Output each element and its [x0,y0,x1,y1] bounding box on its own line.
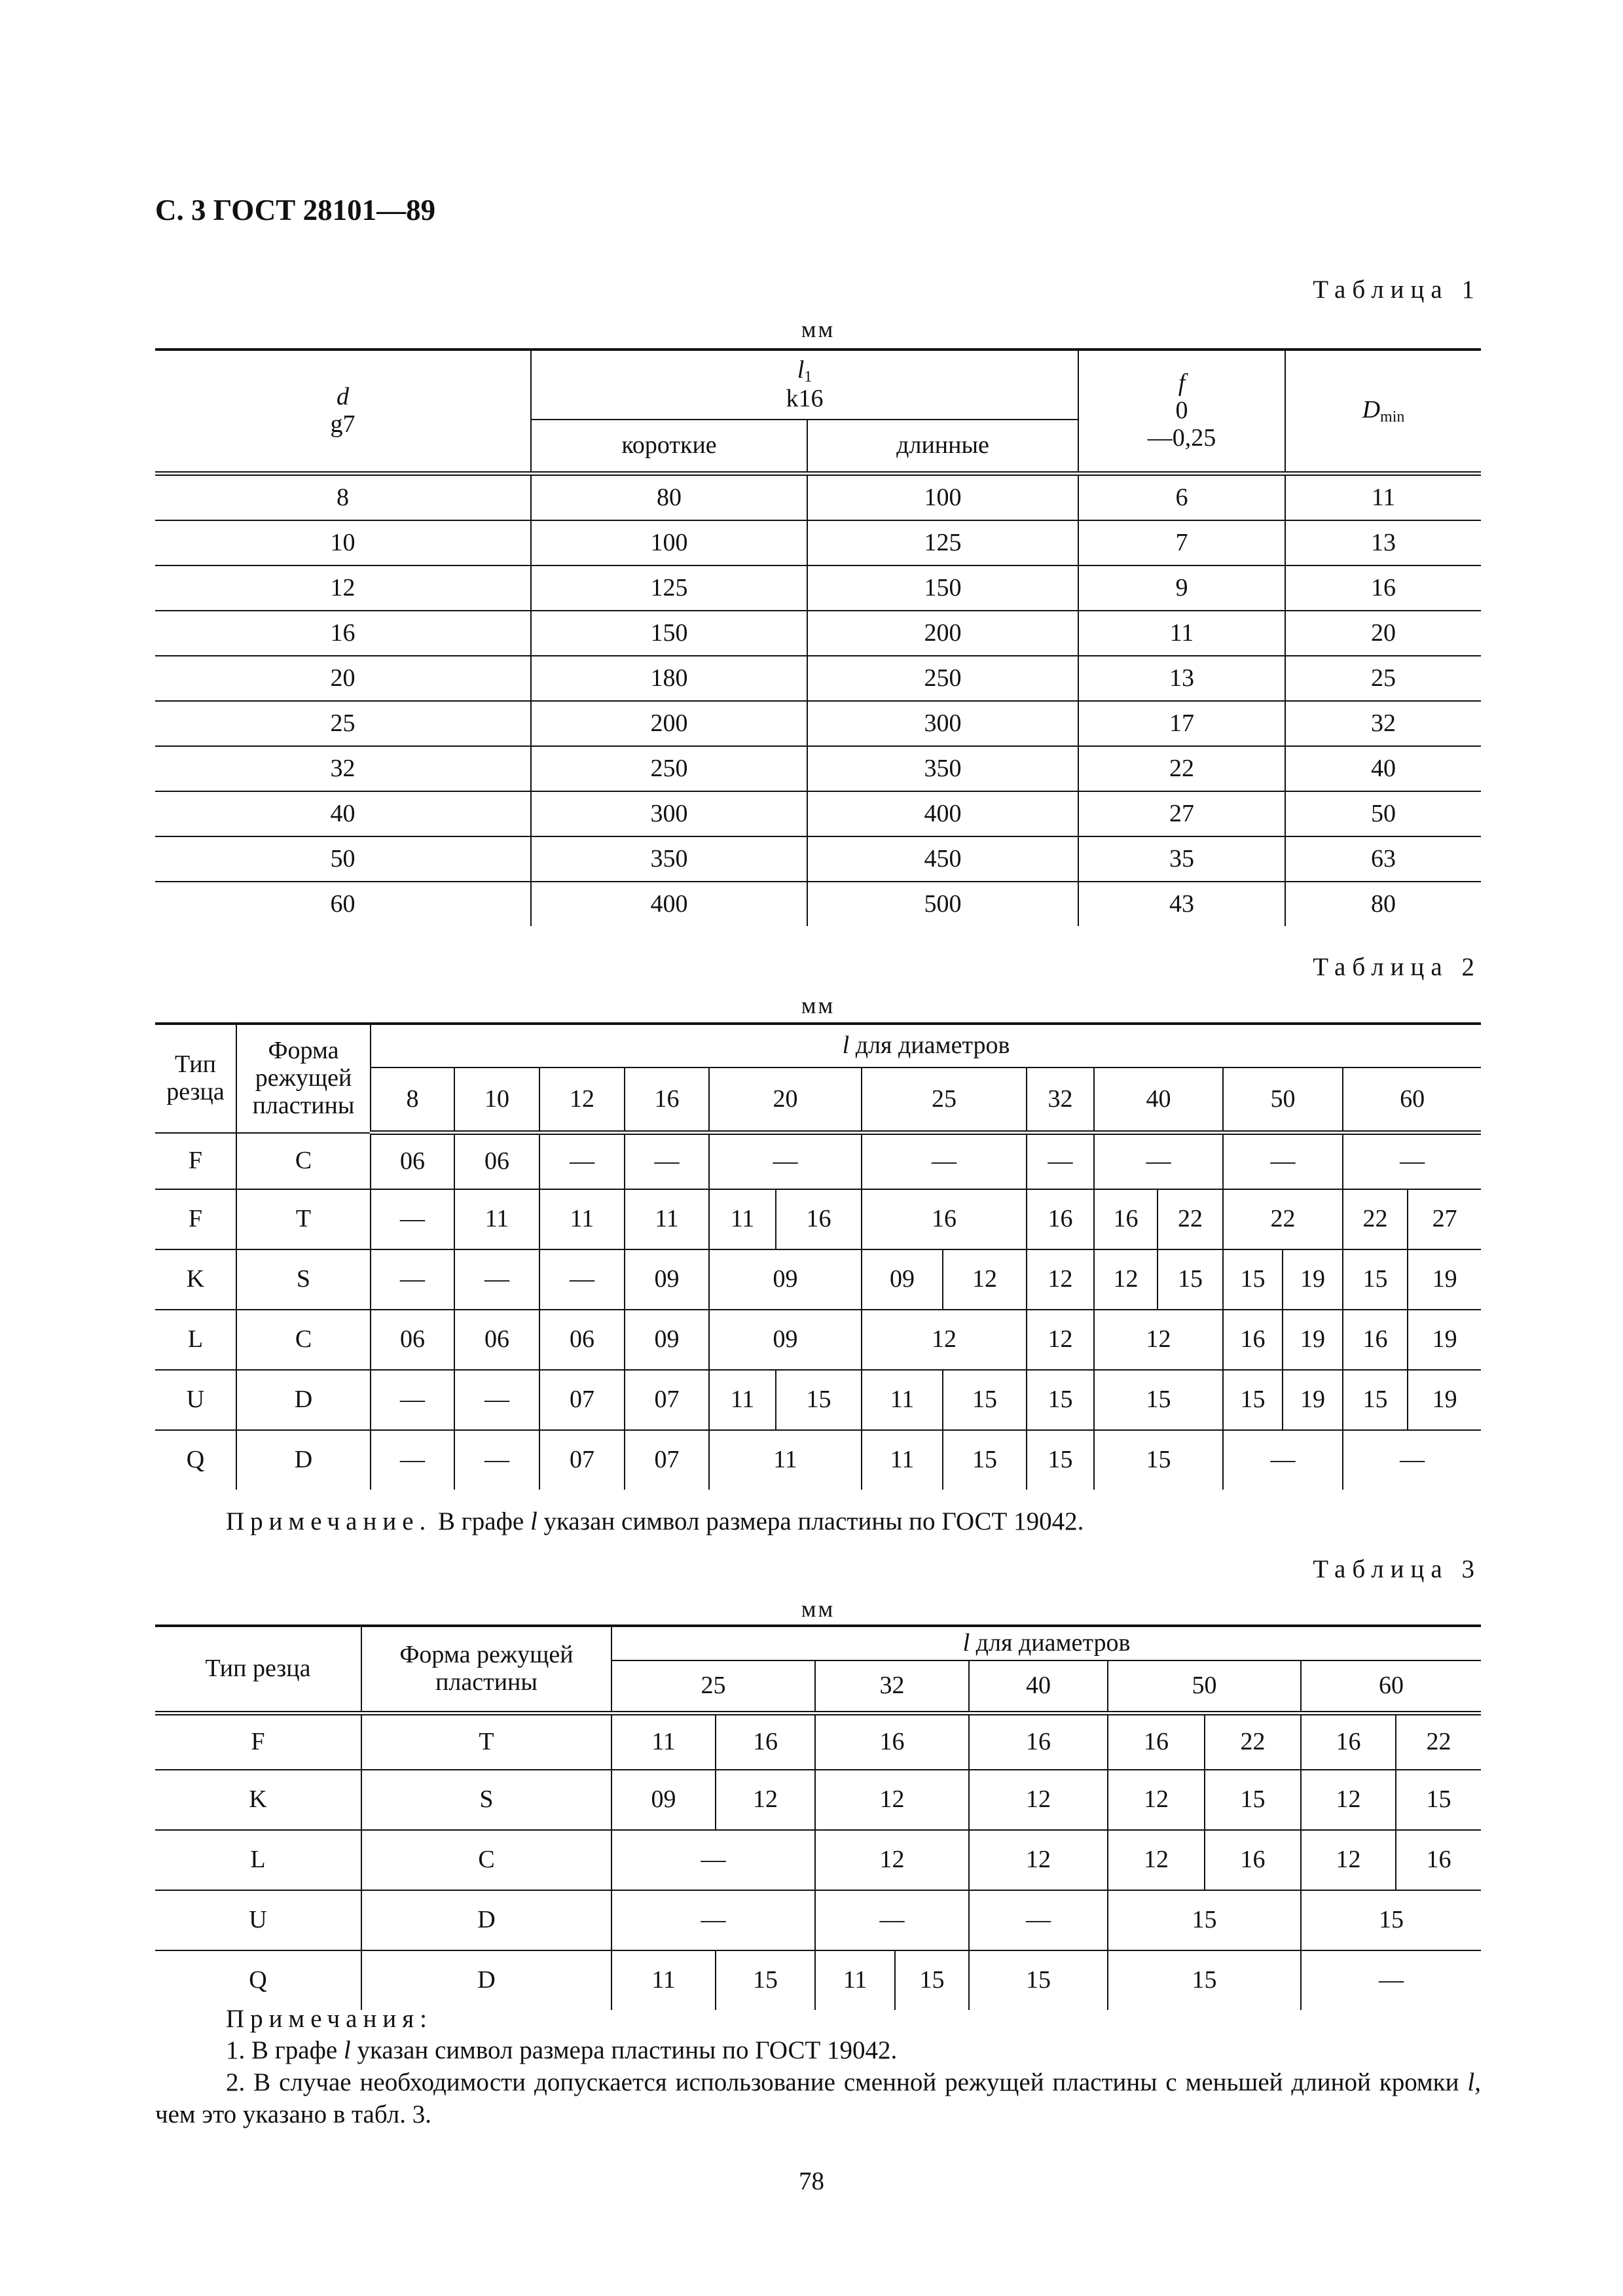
t2-head-forma: Форма режущей пластины [236,1024,371,1133]
t2-cell: 06 [454,1133,539,1189]
t2-cell: 19 [1408,1370,1481,1430]
t3-cell-tip: F [155,1713,361,1770]
table3-notes-head [155,2004,1481,2034]
t1-cell: 150 [531,611,807,656]
t1-cell: 350 [531,836,807,882]
t1-head-f [1078,350,1285,474]
t1-cell: 10 [155,520,531,565]
t1-cell: 40 [155,791,531,836]
t3-cell: 15 [1108,1890,1301,1950]
table-row [155,1249,1481,1310]
t1-cell: 250 [807,656,1078,701]
t2-diameter-header: 50 [1223,1067,1343,1133]
table-row [155,836,1481,882]
t2-l-symbol: l [842,1031,850,1060]
t2-cell: 12 [1094,1249,1158,1310]
t3-cell: — [611,1830,815,1890]
t3-l-symbol: l [962,1628,970,1657]
t2-cell: 06 [454,1310,539,1370]
t1-cell: 32 [155,746,531,791]
t1-cell: 13 [1285,520,1481,565]
t2-cell-forma: C [236,1133,371,1189]
t2-cell: 19 [1283,1310,1343,1370]
t3-cell: 12 [1108,1830,1205,1890]
t3-cell-forma: T [361,1713,611,1770]
t2-diameter-header: 20 [709,1067,862,1133]
t2-cell: — [371,1189,454,1249]
t3-n1-a: 1. В графе [226,2036,344,2064]
t3-head-forma: Форма режущей пластины [361,1626,611,1713]
t3-cell: 12 [815,1770,969,1830]
t2-cell: 15 [1223,1370,1283,1430]
t2-cell: 12 [943,1249,1027,1310]
t2-cell: — [862,1133,1027,1189]
t1-head-short: короткие [531,420,807,474]
t2-cell: — [1223,1133,1343,1189]
t3-cell: — [611,1890,815,1950]
t2-note-symbol: l [530,1507,538,1535]
t2-cell: — [625,1133,709,1189]
t3-n1-b: указан символ размера пластины по ГОСТ 19042. [350,2036,898,2064]
t3-cell-forma: C [361,1830,611,1890]
t2-cell: 15 [1094,1370,1223,1430]
t2-cell: 12 [1027,1249,1094,1310]
t2-cell: 12 [1027,1310,1094,1370]
t3-cell: — [969,1890,1108,1950]
t3-cell: 12 [1301,1770,1396,1830]
t3-cell: 15 [969,1950,1108,2010]
t1-dmin-sub: min [1380,408,1405,425]
t1-cell: 27 [1078,791,1285,836]
t1-cell: 8 [155,474,531,521]
t2-cell: 09 [625,1249,709,1310]
t1-cell: 50 [1285,791,1481,836]
t3-cell: 22 [1205,1713,1301,1770]
t2-cell: 16 [1094,1189,1158,1249]
t1-cell: 200 [531,701,807,746]
t2-cell-forma: T [236,1189,371,1249]
t3-cell: 11 [815,1950,895,2010]
t3-head-tip: Тип резца [155,1626,361,1713]
t2-cell: 12 [862,1310,1027,1370]
t3-notes-heading: Примечания: [226,2005,433,2033]
t3-cell: 12 [969,1830,1108,1890]
t2-diameter-header: 10 [454,1067,539,1133]
t2-diameter-header: 25 [862,1067,1027,1133]
t1-l1-sub: 1 [804,368,812,386]
t2-cell: 12 [1094,1310,1223,1370]
table1-unit: мм [801,316,835,342]
t3-cell: 12 [815,1830,969,1890]
table-row [155,1310,1481,1370]
t2-diameter-header: 32 [1027,1067,1094,1133]
t2-cell: 15 [1027,1430,1094,1490]
t1-cell: 125 [531,565,807,611]
t2-diameter-header: 60 [1343,1067,1481,1133]
table-row [155,611,1481,656]
t2-note-a: В графе [431,1507,530,1535]
t1-head-d [155,350,531,474]
t2-note-b: указан символ размера пластины по ГОСТ 19042. [537,1507,1084,1535]
t3-cell: 16 [1205,1830,1301,1890]
t3-cell: 11 [611,1713,716,1770]
t1-cell: 300 [531,791,807,836]
t1-cell: 500 [807,882,1078,926]
t3-n2-b: , чем это указано в табл. 3. [155,2068,1481,2128]
t2-cell-tip: Q [186,1445,205,1473]
page-number: 78 [799,2167,824,2195]
t2-cell: — [371,1370,454,1430]
t3-cell-forma: S [361,1770,611,1830]
t2-l-text: для диаметров [849,1031,1010,1060]
t1-cell: 250 [531,746,807,791]
t2-cell: 19 [1408,1249,1481,1310]
t1-cell: 400 [807,791,1078,836]
t3-cell: 16 [1396,1830,1481,1890]
t1-f-lower: —0,25 [1147,423,1216,452]
t1-cell: 12 [155,565,531,611]
t2-cell: — [454,1370,539,1430]
t2-cell: — [1343,1133,1481,1189]
t3-cell: 16 [969,1713,1108,1770]
t3-diameter-header: 60 [1301,1660,1481,1713]
t1-cell: 25 [155,701,531,746]
t3-cell: 12 [716,1770,815,1830]
t3-cell: — [815,1890,969,1950]
t1-head-dmin [1285,350,1481,474]
t2-cell: 22 [1223,1189,1343,1249]
t2-cell: — [539,1133,625,1189]
t2-cell: 19 [1283,1370,1343,1430]
table-row [155,474,1481,521]
t3-cell: 15 [716,1950,815,2010]
t2-cell: 07 [625,1370,709,1430]
t3-cell: 15 [1396,1770,1481,1830]
table2-note [155,1507,1481,1536]
t3-cell: 16 [716,1713,815,1770]
t1-d-symbol: d [337,383,349,411]
t2-cell-tip: F [155,1133,236,1189]
t1-cell: 80 [1285,882,1481,926]
t1-cell: 63 [1285,836,1481,882]
t3-cell: 11 [611,1950,716,2010]
t2-cell: 06 [539,1310,625,1370]
t2-cell: 16 [1223,1310,1283,1370]
t2-cell: 11 [709,1430,862,1490]
t2-cell: 15 [1027,1370,1094,1430]
t1-f-symbol: f [1178,369,1186,397]
t2-diameter-header: 16 [625,1067,709,1133]
t3-diameter-header: 25 [611,1660,815,1713]
table-row [155,1830,1481,1890]
t1-cell: 20 [155,656,531,701]
t1-cell: 11 [1285,474,1481,521]
table-row [155,1370,1481,1430]
t1-l1-symbol: l [797,355,805,384]
t2-cell: 15 [1223,1249,1283,1310]
t2-cell: 06 [371,1133,454,1189]
t2-cell: 16 [862,1189,1027,1249]
t2-diameter-header: 8 [371,1067,454,1133]
t2-cell: 15 [1343,1249,1408,1310]
t2-cell-tip: L [155,1310,236,1370]
t3-cell: 09 [611,1770,716,1830]
t1-cell: 150 [807,565,1078,611]
t2-cell: 09 [709,1249,862,1310]
t1-cell: 100 [531,520,807,565]
t1-cell: 25 [1285,656,1481,701]
t1-cell: 16 [155,611,531,656]
t3-cell: — [1301,1950,1481,2010]
t2-cell: — [709,1133,862,1189]
t1-cell: 22 [1078,746,1285,791]
table-row [155,1713,1481,1770]
t3-cell: 16 [1301,1713,1396,1770]
table-2 [155,1022,1481,1490]
t2-cell: 15 [943,1370,1027,1430]
table3-note-1 [155,2036,1481,2065]
t2-cell: 15 [943,1430,1027,1490]
t2-head-l [371,1024,1481,1067]
table-row [155,882,1481,926]
t2-head-tip: Тип резца [155,1024,236,1133]
t1-cell: 450 [807,836,1078,882]
table-row [155,656,1481,701]
table-row [155,701,1481,746]
t1-cell: 80 [531,474,807,521]
t2-cell: 11 [539,1189,625,1249]
t2-cell: 07 [539,1430,625,1490]
t2-cell: 27 [1408,1189,1481,1249]
t1-cell: 7 [1078,520,1285,565]
t1-cell: 40 [1285,746,1481,791]
t2-cell: 11 [862,1430,943,1490]
table-1 [155,348,1481,926]
t2-cell: 15 [1158,1249,1223,1310]
t3-cell: 22 [1396,1713,1481,1770]
t2-cell: 11 [454,1189,539,1249]
t2-cell: 22 [1343,1189,1408,1249]
table3-label: Таблица 3 [1313,1555,1481,1583]
t2-cell: — [1094,1133,1223,1189]
t1-cell: 6 [1078,474,1285,521]
t2-cell: 16 [1027,1189,1094,1249]
t1-cell: 400 [531,882,807,926]
table-row [155,746,1481,791]
t1-cell: 9 [1078,565,1285,611]
t3-l-text: для диаметров [970,1628,1131,1657]
t1-cell: 300 [807,701,1078,746]
t2-cell: — [1223,1430,1343,1490]
t2-cell: — [371,1249,454,1310]
t2-cell-forma: C [236,1310,371,1370]
t3-cell: 12 [1301,1830,1396,1890]
t3-diameter-header: 32 [815,1660,969,1713]
table-row [155,1189,1481,1249]
t3-cell: 15 [895,1950,969,2010]
t3-cell: 16 [815,1713,969,1770]
t1-cell: 125 [807,520,1078,565]
t3-cell: 15 [1301,1890,1481,1950]
table-row [155,565,1481,611]
t2-cell-tip: F [155,1189,236,1249]
table-row [155,791,1481,836]
t1-cell: 11 [1078,611,1285,656]
t2-cell: 09 [625,1310,709,1370]
t2-cell: — [454,1249,539,1310]
table3-unit: мм [801,1596,835,1622]
t2-cell: 11 [709,1370,776,1430]
table-row [155,520,1481,565]
t2-cell-forma: S [236,1249,371,1310]
t3-cell: 15 [1205,1770,1301,1830]
t2-cell: 11 [625,1189,709,1249]
t1-dmin-symbol: D [1362,395,1381,423]
t2-cell: 07 [625,1430,709,1490]
t2-cell-tip: U [155,1370,236,1430]
t2-cell: 16 [776,1189,862,1249]
t1-cell: 200 [807,611,1078,656]
t2-note-head: Примечание. [226,1507,432,1535]
t2-cell: 07 [539,1370,625,1430]
t2-cell: — [454,1430,539,1490]
t2-cell: 06 [371,1310,454,1370]
t3-diameter-header: 50 [1108,1660,1301,1713]
t2-cell-forma: D [236,1430,371,1490]
t3-cell: 12 [1108,1770,1205,1830]
t2-diameter-header: 12 [539,1067,625,1133]
table3-note-2 [155,2067,1481,2131]
t2-cell: 19 [1283,1249,1343,1310]
t1-cell: 35 [1078,836,1285,882]
t3-cell-tip: K [155,1770,361,1830]
t1-cell: 43 [1078,882,1285,926]
t3-cell: 16 [1108,1713,1205,1770]
t1-d-tolerance: g7 [330,410,356,438]
table2-unit: мм [801,992,835,1018]
t3-cell: 12 [969,1770,1108,1830]
t3-diameter-header: 40 [969,1660,1108,1713]
t2-cell: 19 [1408,1310,1481,1370]
t2-cell: 11 [709,1189,776,1249]
table-row [155,1430,1481,1490]
t1-cell: 60 [330,889,356,918]
t2-cell-forma: D [236,1370,371,1430]
t2-cell: — [1027,1133,1094,1189]
t2-diameter-header: 40 [1094,1067,1223,1133]
t1-cell: 16 [1285,565,1481,611]
table-3 [155,1624,1481,2010]
t3-cell-tip: U [155,1890,361,1950]
t3-cell-forma: D [361,1890,611,1950]
t2-cell: 09 [709,1310,862,1370]
t2-cell: 15 [1094,1430,1223,1490]
t3-n2-symbol: l [1467,2068,1475,2096]
t2-cell: 22 [1158,1189,1223,1249]
t3-cell-tip: Q [249,1966,267,1994]
t1-cell: 350 [807,746,1078,791]
t1-cell: 50 [155,836,531,882]
t1-cell: 32 [1285,701,1481,746]
t2-cell: 15 [776,1370,862,1430]
t2-cell: 16 [1343,1310,1408,1370]
t3-cell-forma: D [361,1950,611,2010]
t3-cell-tip: L [155,1830,361,1890]
t3-n1-symbol: l [343,2036,351,2064]
table2-label: Таблица 2 [1313,953,1481,981]
t2-cell: — [1343,1430,1481,1490]
page-header: С. 3 ГОСТ 28101—89 [155,194,436,226]
table-row [155,1890,1481,1950]
t1-f-upper: 0 [1175,397,1188,425]
t2-cell: — [539,1249,625,1310]
t2-cell: — [371,1430,454,1490]
t1-cell: 20 [1285,611,1481,656]
t1-cell: 17 [1078,701,1285,746]
t1-cell: 180 [531,656,807,701]
t2-cell-tip: K [155,1249,236,1310]
t2-cell: 09 [862,1249,943,1310]
t3-head-l [611,1626,1481,1660]
t1-head-long: длинные [807,420,1078,474]
t3-n2-a: 2. В случае необходимости допускается использование сменной режущей пластины с меньшей длиной кромки [226,2068,1468,2096]
t1-head-l1 [531,350,1078,420]
t2-cell: 11 [862,1370,943,1430]
table-row [155,1133,1481,1189]
t1-cell: 13 [1078,656,1285,701]
t2-cell: 15 [1343,1370,1408,1430]
t1-cell: 100 [807,474,1078,521]
table-row [155,1950,1481,2010]
table1-label: Таблица 1 [1313,276,1481,304]
table-row [155,1770,1481,1830]
t1-l1-tolerance: k16 [786,385,824,413]
t3-cell: 15 [1108,1950,1301,2010]
